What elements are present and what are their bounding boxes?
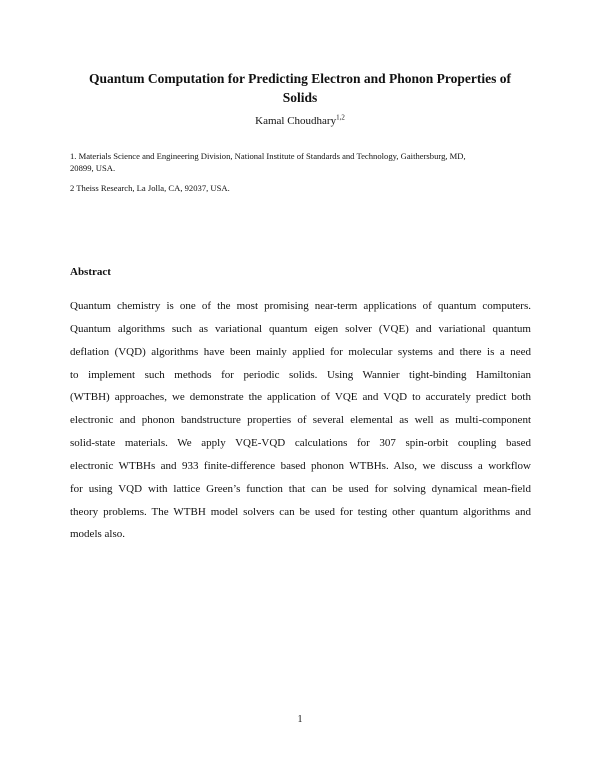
abstract-line: electronic WTBHs and 933 finite-difference based phonon WTBHs. Also, we discuss a workflow <box>70 459 531 472</box>
abstract-line: Quantum chemistry is one of the most promising near-term applications of quantum computers. <box>70 300 531 312</box>
affiliation-1-line-2: 20899, USA. <box>70 163 116 173</box>
abstract-line: Quantum algorithms such as variational quantum eigen solver (VQE) and variational quantum <box>70 322 531 335</box>
page-number: 1 <box>297 714 303 725</box>
affiliation-1-line-1: 1. Materials Science and Engineering Division, National Institute of Standards and Technology, Gaithersburg, MD, <box>70 151 466 161</box>
abstract-line: theory problems. The WTBH model solvers can be used for testing other quantum algorithms and <box>70 505 531 518</box>
abstract-line: electronic and phonon bandstructure properties of several elemental as well as multi-component <box>70 414 531 427</box>
affiliation-2: 2 Theiss Research, La Jolla, CA, 92037, USA. <box>70 183 230 193</box>
abstract-line: to implement such methods for periodic solids. Using Wannier tight-binding Hamiltonian <box>70 368 531 381</box>
author-line <box>60 114 540 128</box>
abstract-line: solid-state materials. We apply VQE-VQD calculations for 307 spin-orbit coupling based <box>70 437 531 450</box>
abstract-line: deflation (VQD) algorithms have been mainly applied for molecular systems and there is a need <box>70 345 531 358</box>
paper-title <box>60 69 540 107</box>
author-name: Kamal Choudhary <box>255 115 337 127</box>
title-line-1: Quantum Computation for Predicting Electron and Phonon Properties of <box>88 71 511 86</box>
abstract-body <box>70 298 531 549</box>
affiliation-1 <box>70 150 535 174</box>
abstract-line: models also. <box>70 528 125 541</box>
abstract-heading: Abstract <box>70 266 111 278</box>
title-line-2: Solids <box>282 90 318 105</box>
author-affiliation-marks: 1,2 <box>336 113 345 122</box>
abstract-line: for using VQD with lattice Green’s function that can be used for solving dynamical mean-field <box>70 482 531 495</box>
abstract-line: (WTBH) approaches, we demonstrate the application of VQE and VQD to accurately predict both <box>70 391 531 404</box>
